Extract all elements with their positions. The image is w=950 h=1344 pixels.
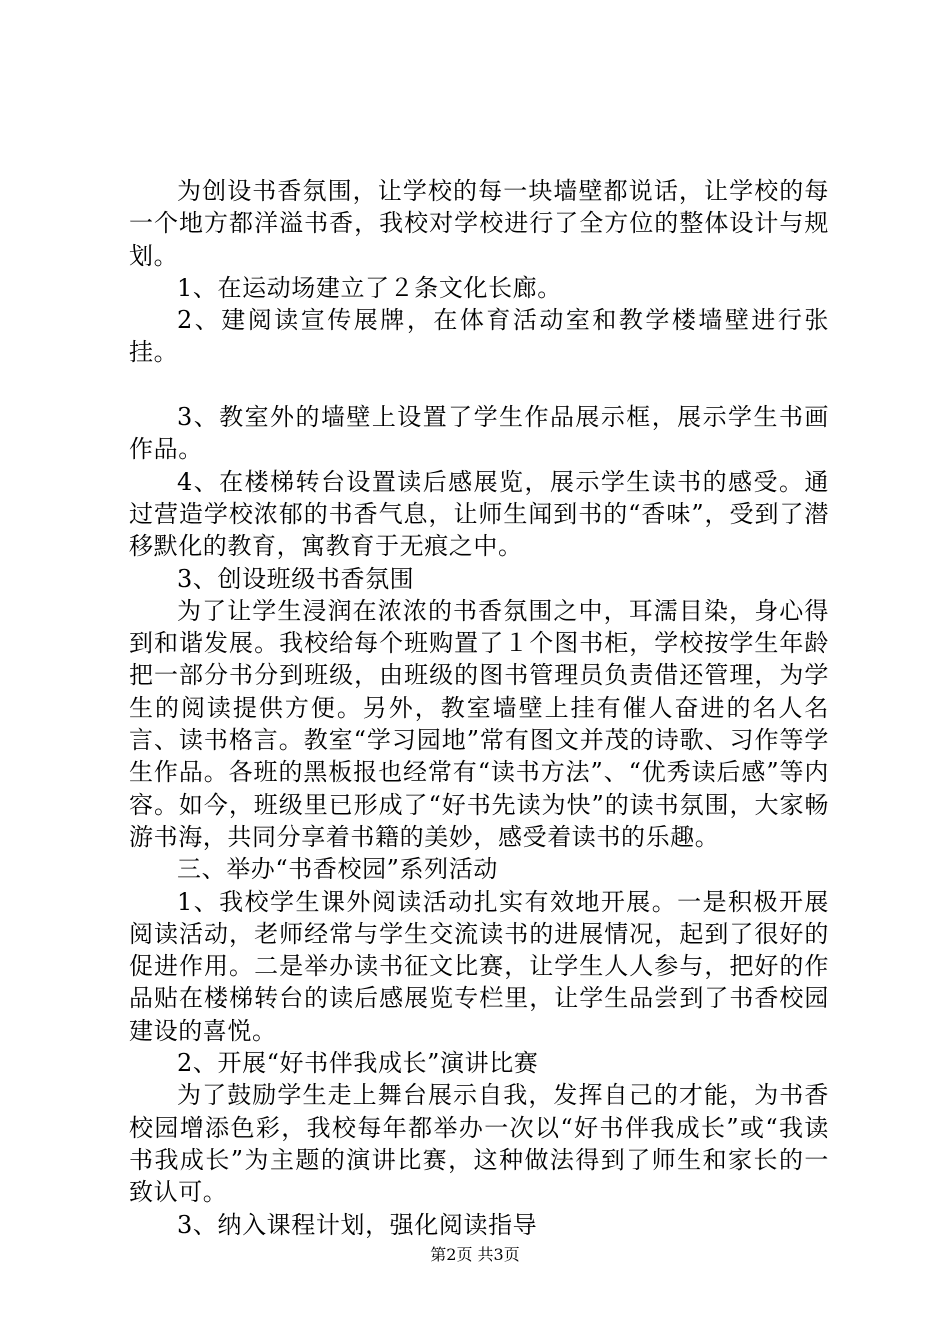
blank-line — [129, 369, 829, 401]
section-heading-curriculum: 3、纳入课程计划，强化阅读指导 — [177, 1210, 538, 1239]
paragraph-class-atmosphere: 为了让学生浸润在浓浓的书香氛围之中，耳濡目染，身心得到和谐发展。我校给每个班购置了１个图书柜，学校按学生年龄把一部分书分到班级，由班级的图书管理员负责借还管理，为学生的阅读提供方便。另外，教室墙壁上挂有催人奋进的名人名言、读书格言。教室“学习园地”常有图文并茂的诗歌、习作等学生作品。各班的黑板报也经常有“读书方法”、“优秀读后感”等内容。如今，班级里已形成了“好书先读为快”的读书氛围，大家畅游书海，共同分享着书籍的美妙，感受着读书的乐趣。 — [129, 596, 829, 851]
section-heading-speech-contest: 2、开展“好书伴我成长”演讲比赛 — [177, 1049, 539, 1078]
section-heading-activities: 三、举办“书香校园”系列活动 — [177, 855, 498, 884]
page-number: 第2页 共3页 — [430, 1245, 520, 1264]
body-text — [129, 175, 829, 1241]
paragraph-item-3: 3、教室外的墙壁上设置了学生作品展示框，展示学生书画作品。 — [129, 403, 829, 464]
paragraph-speech-contest: 为了鼓励学生走上舞台展示自我，发挥自己的才能，为书香校园增添色彩，我校每年都举办一次以“好书伴我成长”或“我读书我成长”为主题的演讲比赛，这种做法得到了师生和家长的一致认可。 — [129, 1081, 829, 1207]
paragraph-activity-1: 1、我校学生课外阅读活动扎实有效地开展。一是积极开展阅读活动，老师经常与学生交流读书的进展情况，起到了很好的促进作用。二是举办读书征文比赛，让学生人人参与，把好的作品贴在楼梯转台的读后感展览专栏里，让学生品尝到了书香校园建设的喜悦。 — [129, 887, 829, 1045]
paragraph-item-2: 2、建阅读宣传展牌，在体育活动室和教学楼墙壁进行张挂。 — [129, 306, 829, 367]
section-heading-class-atmosphere: 3、创设班级书香氛围 — [177, 564, 415, 593]
paragraph-item-4: 4、在楼梯转台设置读后感展览，展示学生读书的感受。通过营造学校浓郁的书香气息，让师生闻到书的“香味”，受到了潜移默化的教育，寓教育于无痕之中。 — [129, 467, 829, 561]
page-footer — [0, 1245, 950, 1265]
paragraph-item-1: 1、在运动场建立了２条文化长廊。 — [177, 273, 562, 302]
paragraph-intro: 为创设书香氛围，让学校的每一块墙壁都说话，让学校的每一个地方都洋溢书香，我校对学校进行了全方位的整体设计与规划。 — [129, 177, 829, 270]
